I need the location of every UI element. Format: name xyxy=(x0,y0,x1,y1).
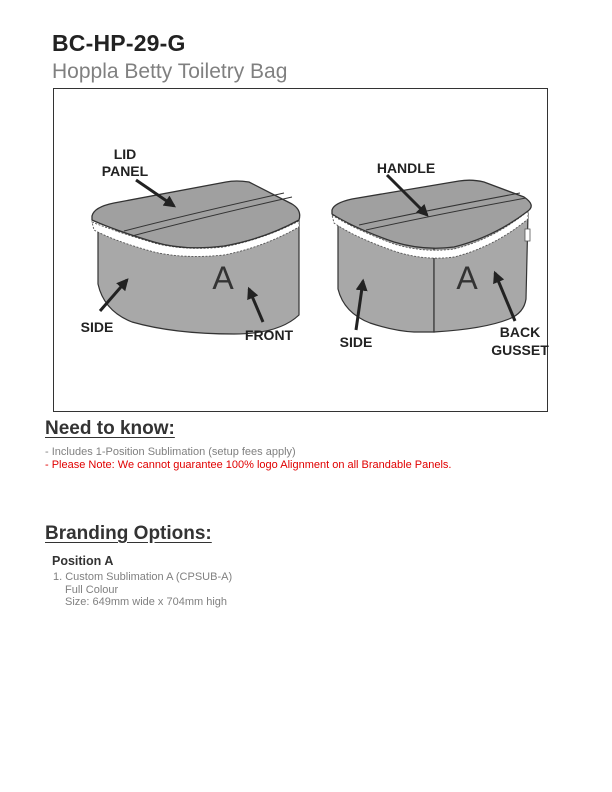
back-label-line2: GUSSET xyxy=(491,342,549,358)
lid-label-line2: PANEL xyxy=(101,163,149,179)
left-position-marker: A xyxy=(212,260,234,296)
option-name: 1. Custom Sublimation A (CPSUB-A) xyxy=(53,571,233,583)
product-code: BC-HP-29-G xyxy=(52,30,186,56)
branding-options-heading: Branding Options: xyxy=(45,523,212,544)
need-to-know-warning: - Please Note: We cannot guarantee 100% logo Alignment on all Brandable Panels. xyxy=(45,459,452,471)
branding-option xyxy=(53,571,232,609)
option-colour: Full Colour xyxy=(65,583,119,596)
lid-label-line1: LID xyxy=(113,146,137,162)
need-to-know-item: - Includes 1-Position Sublimation (setup fees apply) xyxy=(45,446,296,458)
front-label: FRONT xyxy=(244,327,294,343)
need-to-know-heading: Need to know: xyxy=(45,418,175,439)
left-side-label: SIDE xyxy=(80,319,114,335)
left-bag-illustration xyxy=(92,181,300,334)
right-side-label: SIDE xyxy=(339,334,373,350)
product-diagram xyxy=(54,89,549,413)
back-label-line1: BACK xyxy=(499,324,541,340)
option-size: Size: 649mm wide x 704mm high xyxy=(65,596,228,608)
right-position-marker: A xyxy=(456,260,478,296)
handle-label: HANDLE xyxy=(376,160,436,176)
position-title: Position A xyxy=(52,554,114,568)
product-name: Hoppla Betty Toiletry Bag xyxy=(52,60,288,83)
product-diagram-frame xyxy=(53,88,548,412)
right-bag-illustration xyxy=(332,180,531,332)
